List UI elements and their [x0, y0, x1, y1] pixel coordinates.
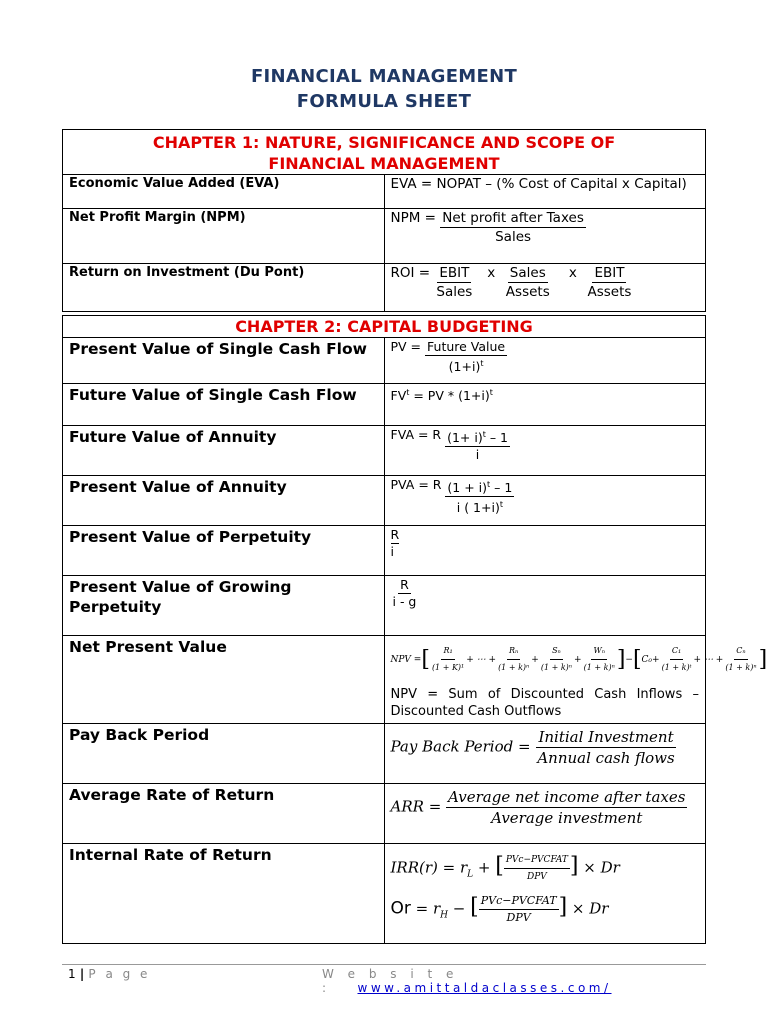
npm-label: Net Profit Margin (NPM) — [63, 209, 385, 264]
fv-single-label: Future Value of Single Cash Flow — [63, 384, 385, 426]
roi-label: Return on Investment (Du Pont) — [63, 264, 385, 312]
table-row — [63, 384, 706, 426]
pv-single-label: Present Value of Single Cash Flow — [63, 338, 385, 384]
chapter1-heading — [63, 130, 706, 175]
growing-perpetuity-formula: $\frac{R}{i - g}$ — [384, 576, 706, 636]
website-link[interactable]: www.amittaldaclasses.com/ — [357, 981, 612, 995]
chapter2-table — [62, 315, 768, 944]
irr-label: Internal Rate of Return — [63, 844, 385, 944]
table-row — [63, 526, 706, 576]
table-row — [63, 844, 706, 944]
roi-formula: ROI = $\frac{\text{EBIT}}{\text{Sales}}$ x $\frac{\text{Sales}}{\text{Assets}}$ x $\frac{\text{EBIT}}{\text{Assets}}$ — [384, 264, 706, 312]
table-row — [63, 636, 706, 724]
page-title-line2: FORMULA SHEET — [296, 91, 472, 112]
page-footer: 1 | P a g e W e b s i t e : www.amittaldaclasses.com/ — [62, 964, 706, 985]
pva-label: Present Value of Annuity — [63, 476, 385, 526]
table-row — [63, 784, 706, 844]
irr-equation-1: $IRR(r) = r_L$ + [ $\frac{\text{PVc−PVCFAT}}{\text{DPV}}$ ] × Dr — [390, 853, 620, 882]
fv-single-formula: $FV^t$ = PV * $(1+i)^t$ — [384, 384, 706, 426]
table-row — [63, 724, 706, 784]
page-title-line1: FINANCIAL MANAGEMENT — [250, 66, 518, 87]
eva-label: Economic Value Added (EVA) — [63, 175, 385, 209]
table-row — [63, 209, 706, 264]
eva-formula: EVA = NOPAT – (% Cost of Capital x Capital) — [384, 175, 706, 209]
growing-perpetuity-label: Present Value of Growing Perpetuity — [63, 576, 385, 636]
perpetuity-label: Present Value of Perpetuity — [63, 526, 385, 576]
pv-single-formula: PV = $\frac{\text{Future Value}}{(1+i)^t}$ — [384, 338, 706, 384]
website-label: W e b s i t e : — [322, 967, 459, 995]
npm-formula: NPM = $\frac{\text{Net profit after Taxes}}{\text{Sales}}$ — [384, 209, 706, 264]
npv-equation: NPV = [ $\frac{\text{R₁}}{\text{(1 + K)¹}}$ + ⋯ + $\frac{\text{Rₙ}}{\text{(1 + k)ⁿ}}$ + $\frac{\text{Sₙ}}{\text{(1 + k)ⁿ}}$ + $\frac{\text{Wₙ}}{\text{(1 + k)ⁿ}}$ ] − [ C₀ + $\frac{\text{C₁}}{\text{(1 + k)ᵗ}}$ + ⋯ + $\frac{\text{Cₙ}}{\text{(1 + k)ⁿ}}$ ] — [391, 643, 700, 676]
chapter1-heading-line2: FINANCIAL MANAGEMENT — [268, 154, 500, 173]
npv-label: Net Present Value — [63, 636, 385, 724]
table-row — [63, 476, 706, 526]
arr-label: Average Rate of Return — [63, 784, 385, 844]
table-row — [63, 264, 706, 312]
table-row — [63, 338, 706, 384]
page-number: 1 — [68, 967, 76, 981]
table-row — [63, 576, 706, 636]
irr-formula — [384, 844, 706, 944]
irr-equation-2: $Or = r_H$ − [ $\frac{\text{PVc−PVCFAT}}{\text{DPV}}$ ] × Dr — [390, 894, 609, 924]
fva-formula: FVA = R $\frac{(1+ i)^t - 1}{i}$ — [384, 426, 706, 476]
npv-formula — [384, 636, 768, 724]
payback-formula: Pay Back Period = $\frac{\text{Initial Investment}}{\text{Annual cash flows}}$ — [384, 724, 706, 784]
pva-formula: PVA = R $\frac{(1 + i)^t - 1}{i ( 1+i)^t}$ — [384, 476, 706, 526]
payback-label: Pay Back Period — [63, 724, 385, 784]
chapter2-heading: CHAPTER 2: CAPITAL BUDGETING — [63, 316, 706, 338]
table-row — [63, 426, 706, 476]
npv-description: NPV = Sum of Discounted Cash Inflows – Discounted Cash Outflows — [390, 687, 699, 719]
table-row — [63, 175, 706, 209]
fva-label: Future Value of Annuity — [63, 426, 385, 476]
arr-formula: ARR = $\frac{\text{Average net income after taxes}}{\text{Average investment}}$ — [384, 784, 706, 844]
chapter1-heading-line1: CHAPTER 1: NATURE, SIGNIFICANCE AND SCOPE OF — [152, 133, 616, 152]
perpetuity-formula: $\frac{R}{i}$ — [384, 526, 706, 576]
chapter1-table — [62, 129, 706, 312]
